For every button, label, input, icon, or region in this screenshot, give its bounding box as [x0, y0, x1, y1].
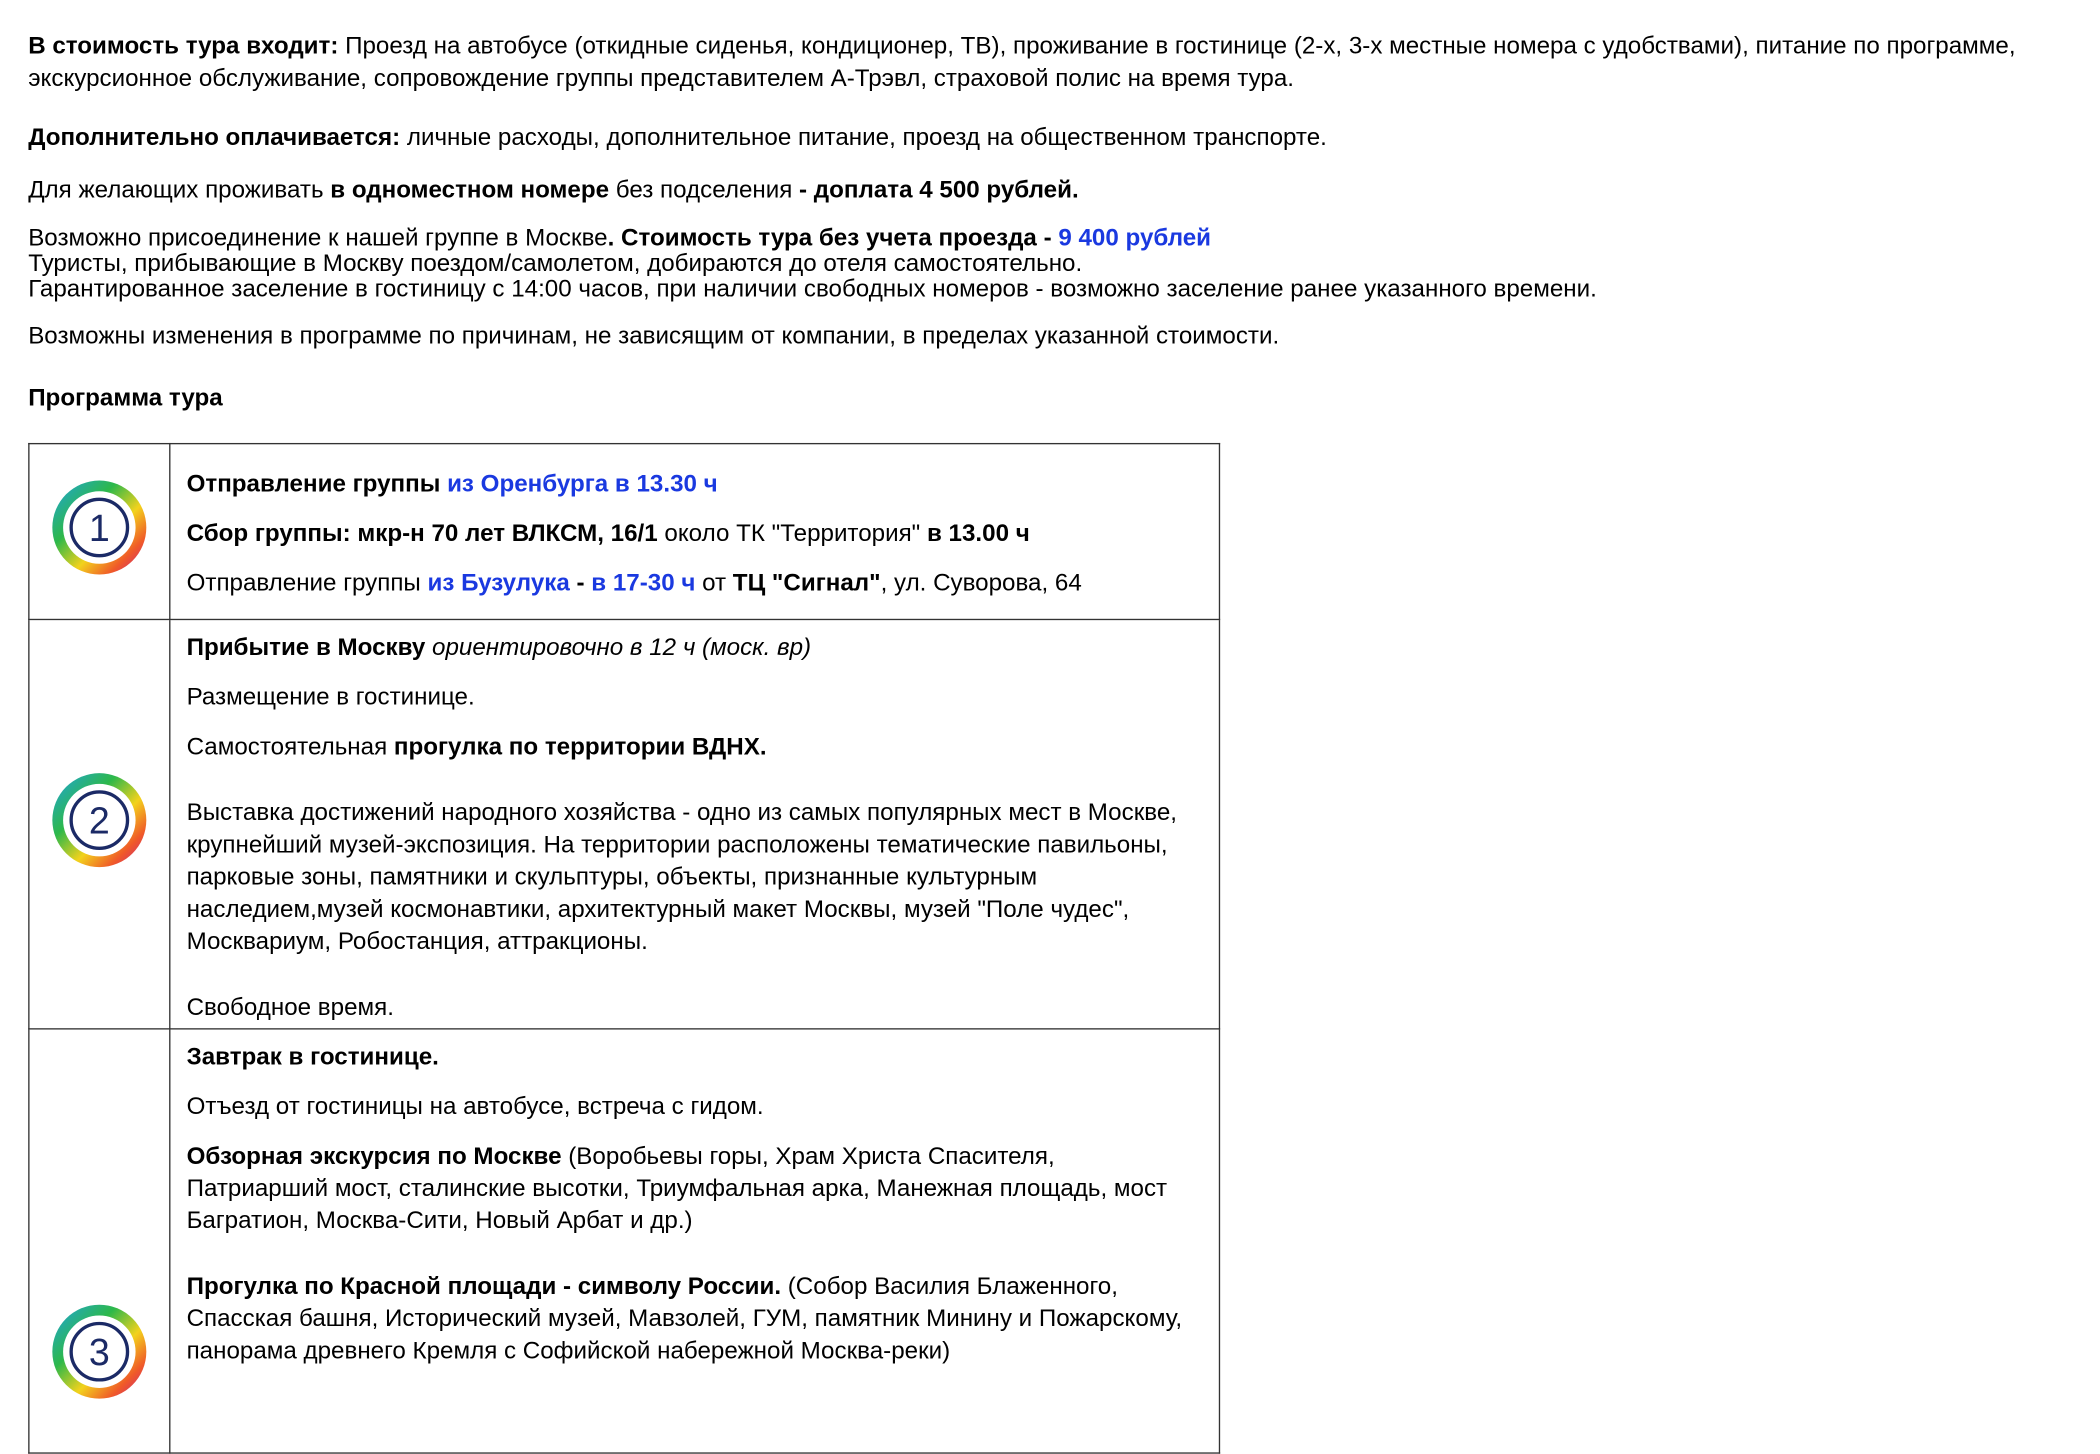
gather-point: Сбор группы: мкр-н 70 лет ВЛКСМ, 16/1 [186, 519, 658, 547]
arrival-time: ориентировочно в 12 ч (моск. вр) [425, 633, 812, 661]
depart-label: Отправление группы [186, 469, 448, 497]
day-icon-cell [29, 444, 170, 620]
join-line3: Гарантированное заселение в гостиницу с 14:00 часов, при наличии свободных номеров - возможно заселение ранее указанного времени. [28, 275, 1597, 303]
single-room-paragraph [28, 173, 2099, 205]
day-2-number-icon [48, 769, 150, 871]
vdnh-walk: прогулка по территории ВДНХ. [393, 732, 767, 760]
arrival-label: Прибытие в Москву [186, 633, 426, 661]
buzuluk-city: из Бузулука [427, 569, 570, 596]
buzuluk-prefix: Отправление группы [186, 569, 428, 596]
extra-payment-text: личные расходы, дополнительное питание, проезд на общественном транспорте. [400, 123, 1327, 151]
day-3-number-icon [48, 1300, 150, 1402]
extra-payment-paragraph [28, 121, 2099, 153]
join-line2: Туристы, прибывающие в Москву поездом/самолетом, добираются до отеля самостоятельно. [28, 249, 1083, 277]
program-heading: Программа тура [28, 383, 223, 411]
depart-city-time: из Оренбурга в 13.30 ч [447, 469, 718, 497]
gather-time: в 13.00 ч [926, 519, 1030, 547]
bus-departure: Отъезд от гостиницы на автобусе, встреча с гидом. [186, 1092, 764, 1120]
day-row [29, 444, 1220, 620]
day-2-number: 2 [88, 799, 110, 842]
day-1-number-icon [48, 477, 150, 579]
join-price: 9 400 рублей [1058, 224, 1212, 252]
tour-program-table [28, 443, 1220, 1454]
day-1-number: 1 [88, 506, 110, 549]
city-tour-label: Обзорная экскурсия по Москве [186, 1142, 562, 1170]
buzuluk-from: от [695, 569, 733, 596]
city-tour-text: (Воробьевы горы, Храм Христа Спасителя, Патриарший мост, сталинские высотки, Триумфальная арка, Манежная площадь, мост Багратион, Москва-Сити, Новый Арбат и др.) [186, 1142, 1168, 1234]
single-room-prefix: Для желающих проживать [28, 175, 331, 203]
day-icon-cell [29, 1029, 170, 1453]
single-room-price: - доплата 4 500 рублей. [799, 175, 1079, 203]
day-row [29, 1029, 1220, 1453]
tour-includes-text: Проезд на автобусе (откидные сиденья, кондиционер, ТВ), проживание в гостинице (2-х, 3-х местные номера с удобствами), питание по программе, экскурсионное обслуживание, сопровождение группы представителем А-Трэвл, страховой полис на время тура. [28, 32, 2016, 92]
buzuluk-dash: - [569, 569, 592, 596]
day-icon-cell [29, 619, 170, 1028]
extra-payment-label: Дополнительно оплачивается: [28, 123, 401, 151]
gather-landmark: около ТК "Территория" [657, 519, 927, 547]
red-square-text: (Собор Василия Блаженного, Спасская башня, Исторический музей, Мавзолей, ГУМ, памятник Минину и Пожарскому, панорама древнего Кремля с Софийской набережной Москва-реки) [186, 1272, 1183, 1364]
tour-includes-label: В стоимость тура входит: [28, 32, 339, 60]
red-square-label: Прогулка по Красной площади - символу России. [186, 1272, 782, 1300]
single-room-mid: без подселения [609, 175, 800, 203]
day-row [29, 619, 1220, 1028]
join-prefix: Возможно присоединение к нашей группе в Москве [28, 224, 608, 252]
day-3-text [170, 1029, 1220, 1453]
vdnh-description: Выставка достижений народного хозяйства - одно из самых популярных мест в Москве, крупнейший музей-экспозиция. На территории расположены тематические павильоны, парковые зоны, памятники и скульптуры, объекты, признанные культурным наследием,музей космонавтики, архитектурный макет Москвы, музей "Поле чудес", Москвариум, Робостанция, аттракционы. [186, 798, 1177, 955]
buzuluk-time: в 17-30 ч [591, 569, 696, 596]
tour-includes-paragraph [28, 30, 2099, 94]
breakfast: Завтрак в гостинице. [186, 1042, 439, 1070]
buzuluk-place: ТЦ "Сигнал" [732, 569, 881, 596]
join-bold: . Стоимость тура без учета проезда - [607, 224, 1059, 252]
day-2-text [170, 619, 1220, 1028]
single-room-bold: в одноместном номере [330, 175, 610, 203]
day-1-text [170, 444, 1220, 620]
walk-prefix: Самостоятельная [186, 732, 394, 760]
buzuluk-address: , ул. Суворова, 64 [880, 569, 1082, 596]
hotel-checkin: Размещение в гостинице. [186, 683, 475, 711]
free-time: Свободное время. [186, 993, 394, 1021]
join-group-paragraph [28, 226, 2099, 303]
program-changes-note: Возможны изменения в программе по причинам, не зависящим от компании, в пределах указанной стоимости. [28, 322, 1280, 349]
day-3-number: 3 [88, 1330, 110, 1373]
